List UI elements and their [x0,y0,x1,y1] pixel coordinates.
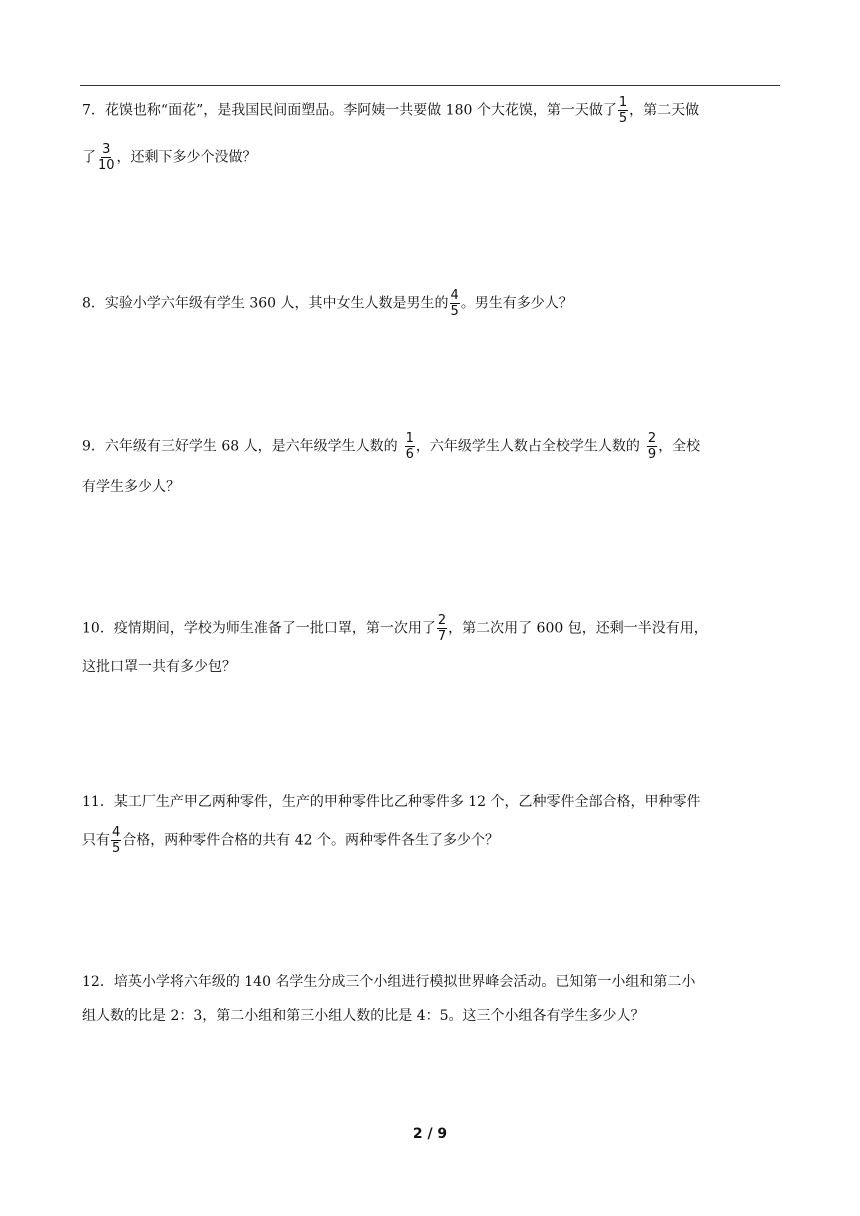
fraction-numerator: 3 [102,142,111,157]
question-9-line-1 [82,432,700,461]
fraction-denominator: 10 [98,158,115,173]
page-number: 2 / 9 [412,1126,448,1142]
question-text: 12．培英小学将六年级的 140 名学生分成三个小组进行模拟世界峰会活动。已知第一小组和第二小 [82,974,696,990]
question-10-line-2 [82,659,236,676]
fraction-denominator: 5 [618,111,628,126]
fraction [437,614,447,643]
question-text: 了 [82,149,96,166]
question-text: 9．六年级有三好学生 68 人，是六年级学生人数的 [82,438,398,455]
question-11-line-2 [82,826,499,855]
fraction-denominator: 5 [450,304,459,319]
fraction [450,289,460,318]
fraction-numerator: 4 [450,288,459,303]
question-10-line-1 [82,614,708,643]
question-text: 8．实验小学六年级有学生 360 人，其中女生人数是男生的 [82,295,449,312]
question-text: 合格，两种零件合格的共有 42 个。两种零件各生了多少个？ [122,832,499,849]
header-rule [80,85,780,86]
question-text: 7．花馍也称“面花”，是我国民间面塑品。李阿姨一共要做 180 个大花馍，第一天做了 [82,102,617,119]
fraction-numerator: 1 [405,431,414,446]
question-text: 11．某工厂生产甲乙两种零件，生产的甲种零件比乙种零件多 12 个，乙种零件全部合格，甲种零件 [82,794,701,810]
question-text: 。男生有多少人？ [460,295,573,312]
question-7-line-2 [82,143,257,172]
question-text: ，第二天做 [629,102,700,119]
question-text: 这批口罩一共有多少包？ [82,659,236,675]
question-text: ，六年级学生人数占全校学生人数的 [415,438,640,455]
question-text: 组人数的比是 2：3，第二小组和第三小组人数的比是 4：5。这三个小组各有学生多少人？ [82,1008,645,1024]
fraction-numerator: 1 [618,95,628,110]
question-text: 有学生多少人？ [82,479,180,495]
fraction-numerator: 2 [647,431,657,446]
fraction-denominator: 7 [437,629,447,644]
question-text: 只有 [82,832,110,849]
question-text: ，第二次用了 600 包，还剩一半没有用， [448,620,708,637]
question-text: ，还剩下多少个没做？ [116,149,257,166]
fraction-denominator: 6 [405,447,414,462]
question-8-line-1 [82,289,573,318]
question-text: 10．疫情期间，学校为师生准备了一批口罩，第一次用了 [82,620,436,637]
fraction [97,143,116,172]
question-12-line-2 [82,1008,645,1025]
fraction-denominator: 9 [647,447,657,462]
fraction-numerator: 4 [112,825,121,840]
question-9-line-2 [82,479,180,496]
question-7-line-1 [82,96,699,125]
fraction [618,96,628,125]
fraction [111,826,121,855]
question-12-line-1 [82,974,695,991]
fraction-numerator: 2 [437,613,447,628]
question-text: ，全校 [658,438,701,455]
question-11-line-1 [82,794,701,811]
fraction [405,432,415,461]
fraction-denominator: 5 [112,841,121,856]
fraction [647,432,657,461]
